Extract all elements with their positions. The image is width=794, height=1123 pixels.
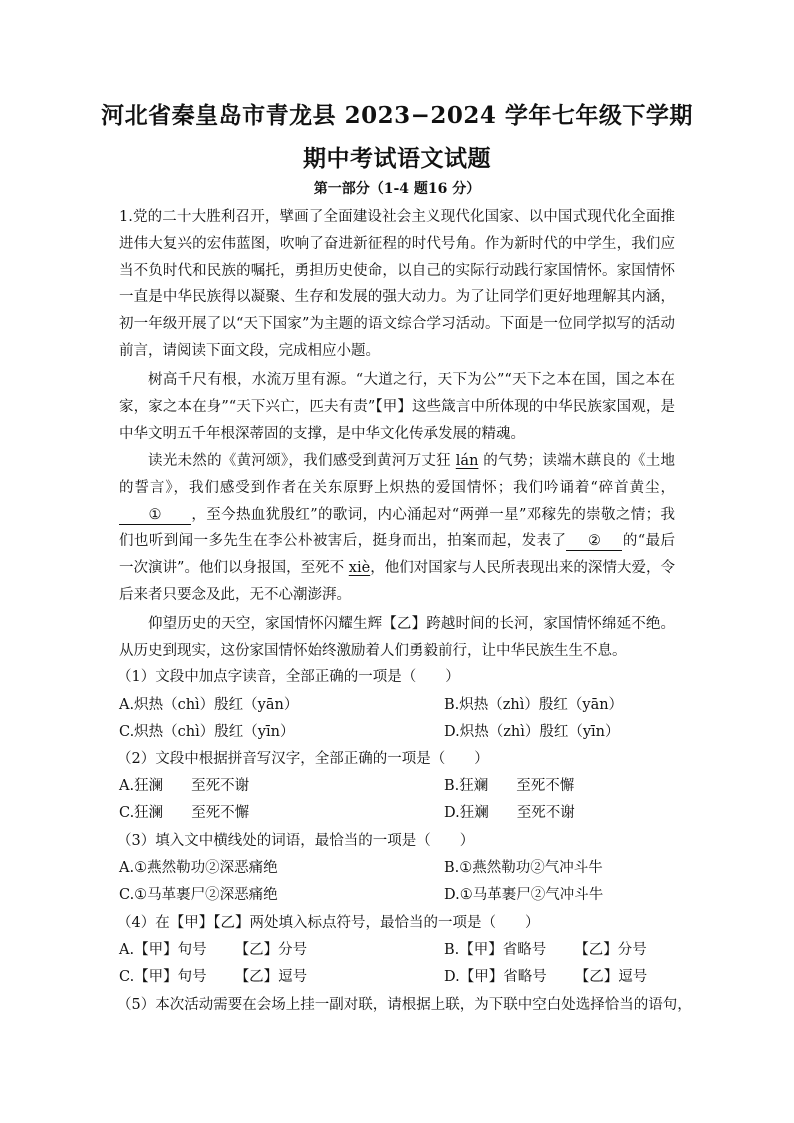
q1-option-a: A.炽热（chì）殷红（yān） bbox=[119, 697, 299, 713]
question-3: （3）填入文中横线处的词语，最恰当的一项是（ ） bbox=[117, 833, 475, 849]
blank-1: ① bbox=[119, 506, 191, 525]
passage-text: 的“最后一次演讲”。他们以身报国，至死不 bbox=[119, 533, 675, 577]
question-5: （5）本次活动需要在会场上挂一副对联，请根据上联，为下联中空白处选择恰当的语句， bbox=[117, 997, 692, 1013]
question-2: （2）文段中根据拼音写汉字，全部正确的一项是（ ） bbox=[117, 751, 489, 767]
passage-paragraph-2 bbox=[119, 448, 675, 609]
q2-option-c bbox=[119, 800, 249, 826]
exam-title-line1: 河北省秦皇岛市青龙县 2023−2024 学年七年级下学期 bbox=[101, 102, 693, 129]
q4-option-c bbox=[119, 964, 307, 990]
passage-text: ，至今热血犹殷红”的歌词，内心涌起对“两弹一星”邓稼先的崇敬之情；我们也听到闻一多先生在李公朴被害后，挺身而出，拍案而起，发表了 bbox=[119, 506, 675, 550]
q4-option-b bbox=[444, 937, 647, 963]
q4-option-d bbox=[444, 964, 647, 990]
q4-option-a-part1: A.【甲】句号 bbox=[119, 942, 207, 958]
passage-paragraph-1: 树高千尺有根，水流万里有源。“大道之行，天下为公”“天下之本在国，国之本在家，家之本在身”“天下兴亡，匹夫有责”【甲】这些箴言中所体现的中华民族家国观，是中华文明五千年根深蒂固的支撑，是中华文化传承发展的精魂。 bbox=[119, 372, 675, 442]
q2-option-a bbox=[119, 773, 249, 799]
q4-option-a-part2: 【乙】分号 bbox=[234, 942, 308, 958]
passage-text: 读光未然的《黄河颂》，我们感受到黄河万丈狂 bbox=[148, 453, 456, 469]
q2-option-b-word1: B.狂斓 bbox=[444, 778, 489, 794]
q1-option-c: C.炽热（chì）殷红（yīn） bbox=[119, 724, 295, 740]
q4-option-d-part1: D.【甲】省略号 bbox=[444, 969, 547, 985]
passage-text: ，他们对国家与人民所表现出来的深情大爱，令后来者只要念及此，无不心潮澎湃。 bbox=[119, 560, 675, 603]
q2-option-a-word2: 至死不谢 bbox=[191, 778, 250, 794]
q2-option-a-word1: A.狂澜 bbox=[119, 778, 164, 794]
q3-option-a: A.①燕然勒功②深恶痛绝 bbox=[119, 860, 278, 876]
q2-option-c-word1: C.狂澜 bbox=[119, 805, 164, 821]
q4-option-b-part1: B.【甲】省略号 bbox=[444, 942, 547, 958]
q4-option-b-part2: 【乙】分号 bbox=[574, 942, 647, 958]
q4-option-d-part2: 【乙】逗号 bbox=[574, 969, 648, 985]
exam-title-line2: 期中考试语文试题 bbox=[303, 145, 491, 172]
q3-option-b: B.①燕然勒功②气冲斗牛 bbox=[444, 860, 603, 876]
question-1: （1）文段中加点字读音，全部正确的一项是（ ） bbox=[117, 669, 460, 685]
q4-option-c-part1: C.【甲】句号 bbox=[119, 969, 207, 985]
q2-option-d bbox=[444, 800, 575, 826]
pinyin-lan: lán bbox=[455, 453, 479, 469]
q2-option-c-word2: 至死不懈 bbox=[191, 805, 250, 821]
q3-option-c: C.①马革裹尸②深恶痛绝 bbox=[119, 887, 278, 903]
q1-option-d: D.炽热（zhì）殷红（yīn） bbox=[444, 724, 620, 740]
q4-option-a bbox=[119, 937, 307, 963]
section-heading: 第一部分（1-4 题16 分） bbox=[313, 181, 481, 197]
blank-2: ② bbox=[566, 532, 622, 551]
q2-option-d-word1: D.狂斓 bbox=[444, 805, 489, 821]
q3-option-d: D.①马革裹尸②气冲斗牛 bbox=[444, 887, 604, 903]
q1-option-b: B.炽热（zhì）殷红（yān） bbox=[444, 697, 624, 713]
q2-option-b-word2: 至死不懈 bbox=[516, 778, 575, 794]
question-intro-paragraph: 1.党的二十大胜利召开，擘画了全面建设社会主义现代化国家、以中国式现代化全面推进伟大复兴的宏伟蓝图，吹响了奋进新征程的时代号角。作为新时代的中学生，我们应当不负时代和民族的嘱托，勇担历史使命，以自己的实际行动践行家国情怀。家国情怀一直是中华民族得以凝聚、生存和发展的强大动力。为了让同学们更好地理解其内涵，初一年级开展了以“天下国家”为主题的语文综合学习活动。下面是一位同学拟写的活动前言，请阅读下面文段，完成相应小题。 bbox=[119, 209, 675, 359]
passage-paragraph-3: 仰望历史的天空，家国情怀闪耀生辉【乙】跨越时间的长河，家国情怀绵延不绝。从历史到现实，这份家国情怀始终激励着人们勇毅前行，让中华民族生生不息。 bbox=[119, 616, 675, 659]
passage-text: 的气势；读端木蕻良的《土地的誓言》，我们感受到作者在关东原野上炽热的爱国情怀；我们吟诵着“碎首黄尘， bbox=[119, 453, 676, 496]
pinyin-xie: xiè bbox=[348, 560, 371, 577]
q4-option-c-part2: 【乙】逗号 bbox=[234, 969, 308, 985]
question-4: （4）在【甲】【乙】两处填入标点符号，最恰当的一项是（ ） bbox=[117, 915, 540, 931]
q2-option-b bbox=[444, 773, 574, 799]
q2-option-d-word2: 至死不谢 bbox=[516, 805, 575, 821]
